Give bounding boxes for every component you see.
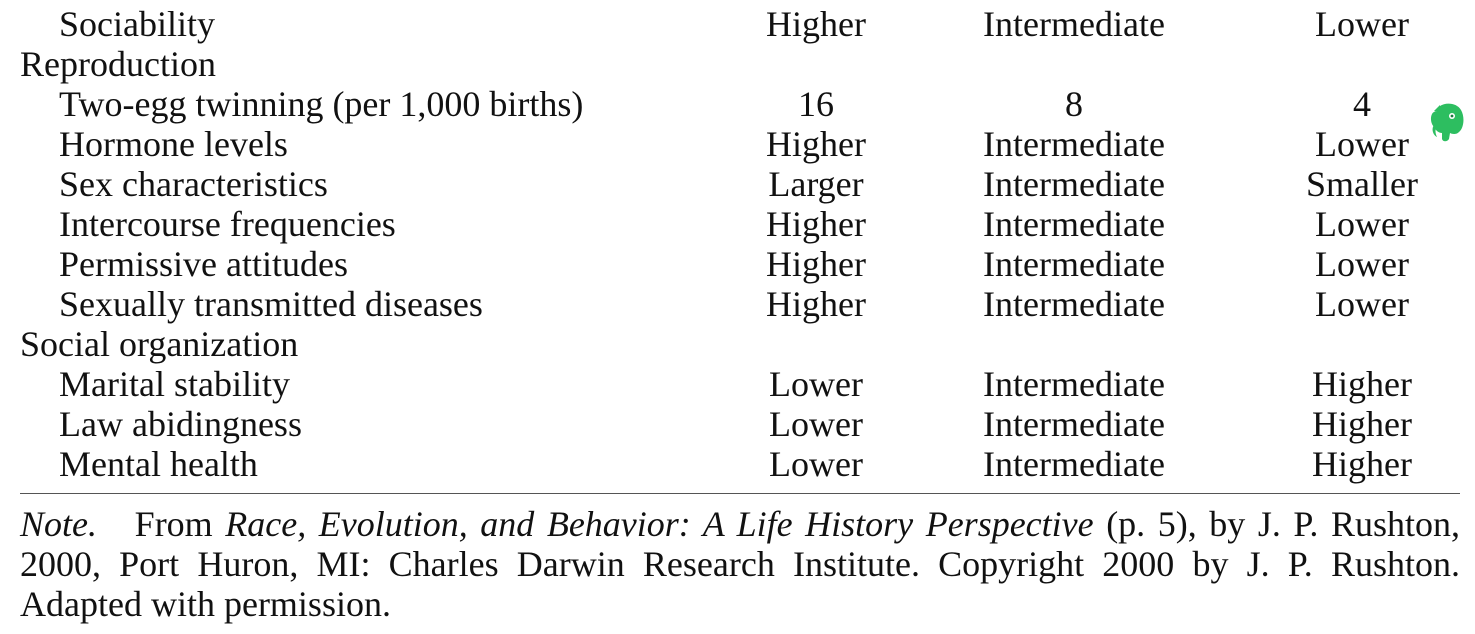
section-heading: Reproduction <box>20 44 216 84</box>
table-cell: Lower <box>1315 124 1409 164</box>
table-cell: Higher <box>766 204 866 244</box>
table-cell: Higher <box>766 124 866 164</box>
evernote-elephant-svg <box>1426 102 1466 144</box>
table-row <box>0 204 1475 244</box>
table-cell: Higher <box>766 284 866 324</box>
section-heading: Social organization <box>20 324 299 364</box>
table-row <box>0 4 1475 44</box>
table-cell: Lower <box>769 404 863 444</box>
note-lead: Note. <box>20 504 97 544</box>
table-cell: Intermediate <box>983 164 1165 204</box>
table-row <box>0 164 1475 204</box>
table-row <box>0 284 1475 324</box>
table-row <box>0 124 1475 164</box>
row-label: Mental health <box>59 444 258 484</box>
table-cell: 8 <box>1065 84 1083 124</box>
table-cell: Lower <box>1315 244 1409 284</box>
table-row <box>0 404 1475 444</box>
table-cell: Intermediate <box>983 204 1165 244</box>
table-row <box>0 444 1475 484</box>
table-cell: 4 <box>1353 84 1371 124</box>
row-label: Sex characteristics <box>59 164 328 204</box>
row-label: Sexually transmitted diseases <box>59 284 483 324</box>
table-note <box>20 504 1460 624</box>
row-label: Sociability <box>59 4 215 44</box>
table-cell: Intermediate <box>983 4 1165 44</box>
table-cell: Intermediate <box>983 124 1165 164</box>
row-label: Intercourse frequencies <box>59 204 396 244</box>
table-cell: Smaller <box>1306 164 1418 204</box>
row-label: Marital stability <box>59 364 290 404</box>
table-cell: Higher <box>1312 404 1412 444</box>
table-cell: Lower <box>769 444 863 484</box>
row-label: Hormone levels <box>59 124 288 164</box>
table-bottom-rule <box>20 493 1460 494</box>
table-cell: Intermediate <box>983 444 1165 484</box>
note-book-title: Race, Evolution, and Behavior: A Life History Perspective <box>225 504 1094 544</box>
table-cell: Higher <box>1312 444 1412 484</box>
table-cell: Intermediate <box>983 284 1165 324</box>
note-from: From <box>134 504 213 544</box>
note-citation: (p. 5), by J. P. Rushton, 2000, Port Huron, MI: Charles Darwin Research Institute. Copyright 2000 by J. P. Rushton. Adapted with permission. <box>20 504 1461 624</box>
evernote-elephant-icon[interactable] <box>1426 102 1466 144</box>
row-label: Two-egg twinning (per 1,000 births) <box>59 84 584 124</box>
table-cell: Intermediate <box>983 404 1165 444</box>
table-cell: Higher <box>1312 364 1412 404</box>
table-cell: Intermediate <box>983 364 1165 404</box>
table-cell: Lower <box>1315 284 1409 324</box>
row-label: Permissive attitudes <box>59 244 348 284</box>
row-label: Law abidingness <box>59 404 302 444</box>
table-cell: Intermediate <box>983 244 1165 284</box>
table-cell: Lower <box>1315 204 1409 244</box>
table-row <box>0 364 1475 404</box>
table-cell: Higher <box>766 244 866 284</box>
table-row <box>0 244 1475 284</box>
table-cell: Higher <box>766 4 866 44</box>
table-cell: Lower <box>1315 4 1409 44</box>
table-cell: Lower <box>769 364 863 404</box>
table-cell: Larger <box>768 164 864 204</box>
section-row <box>0 324 1475 364</box>
table-row <box>0 84 1475 124</box>
section-row <box>0 44 1475 84</box>
table-cell: 16 <box>798 84 834 124</box>
